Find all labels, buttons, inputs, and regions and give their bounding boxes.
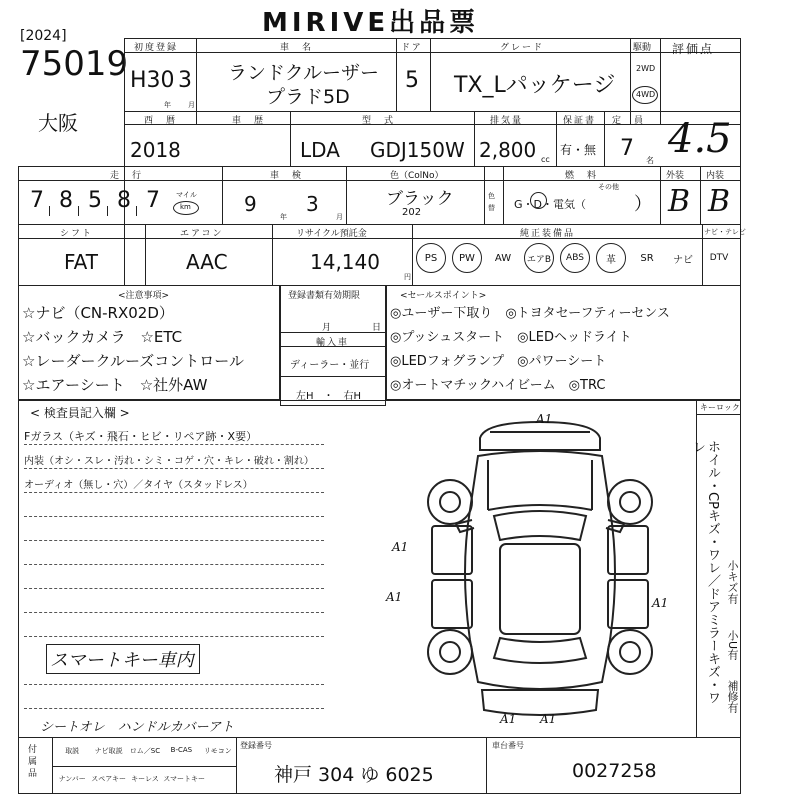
model-prefix: LDA: [300, 138, 340, 162]
sales-point-2: ◎プッシュスタート ◎LEDヘッドライト: [390, 330, 632, 345]
drive-4wd: 4WD: [636, 90, 656, 99]
capacity-value: 7: [620, 136, 634, 161]
hdr-chassis: 車台番号: [492, 741, 524, 750]
lot-number: 75019: [20, 44, 129, 84]
hdr-score: 評価点: [672, 42, 715, 56]
odometer-digit: 7: [30, 188, 44, 213]
inspection-year-unit: 年: [280, 213, 287, 221]
note-1: ☆ナビ（CN-RX02D）: [22, 304, 174, 322]
handle-side: 左H ・ 右H: [296, 391, 362, 402]
equipment-ナビ: ナビ: [673, 254, 693, 266]
mark-a1-rear1: A1: [500, 712, 517, 726]
car-diagram: [390, 420, 690, 730]
exterior-grade: B: [668, 184, 691, 219]
accessories-row-1: [54, 742, 236, 762]
mark-a1-right: A1: [652, 596, 669, 610]
accessory-item: リモコン: [203, 747, 232, 755]
sheet-title: MIRIVE出品票: [262, 8, 480, 38]
hdr-model-year: 車 歴: [232, 116, 266, 126]
hdr-exterior: 外装: [666, 171, 685, 181]
interior-grade: B: [708, 184, 731, 219]
hdr-notes: <注意事項>: [118, 291, 170, 301]
hdr-reg-deadline: 登録書類有効期限: [288, 291, 361, 301]
hdr-key-lock: キーロック: [700, 403, 740, 412]
accessory-item: キーレス: [131, 775, 159, 783]
accessory-item: ナンバー: [58, 775, 86, 783]
model-code: GDJ150W: [370, 138, 465, 162]
displacement-value: 2,800: [479, 138, 537, 162]
fuel-close: ）: [634, 194, 652, 215]
color-number: 202: [402, 207, 422, 218]
reg-era: H30: [130, 68, 175, 93]
mark-a1-front: A1: [536, 412, 553, 426]
recycle-unit: 円: [404, 273, 411, 281]
hdr-model-type: 型 式: [362, 116, 396, 126]
sales-point-1: ◎ユーザー下取り ◎トヨタセーフティーセンス: [390, 306, 670, 321]
color-side: 色替: [488, 192, 495, 212]
year-tag: [2024]: [20, 28, 67, 44]
year-unit: 年: [164, 101, 171, 109]
location: 大阪: [38, 111, 78, 135]
hdr-inspection: 車 検: [270, 171, 304, 181]
sales-point-4: ◎オートマチックハイビーム ◎TRC: [390, 378, 606, 393]
hdr-color: 色（ColNo）: [390, 171, 444, 181]
reg-day: 日: [372, 323, 382, 333]
import-dealer: ディーラー・並行: [290, 360, 370, 371]
right-sub-1: 小キズ有: [726, 560, 739, 604]
inspection-month: 3: [306, 192, 319, 216]
reg-month: 月: [322, 323, 332, 333]
odometer-digit: 8: [117, 188, 131, 213]
recycle-value: 14,140: [310, 250, 380, 274]
note-2: ☆バックカメラ ☆ETC: [22, 328, 183, 346]
fuel-other: その他: [598, 183, 619, 191]
hdr-aircon: エアコン: [180, 229, 224, 239]
mark-a1-rear2: A1: [540, 712, 557, 726]
month-unit: 月: [188, 101, 195, 109]
equipment-pw: PW: [452, 243, 482, 273]
accessory-item: 取説: [65, 747, 80, 755]
hdr-fuel: 燃 料: [565, 171, 599, 181]
plate-number: 神戸 304 ゆ 6025: [274, 764, 434, 786]
fuel-d-circle: [530, 192, 547, 209]
hdr-sales-points: <セールスポイント>: [400, 291, 487, 301]
drive-2wd: 2WD: [636, 64, 656, 73]
fuel-options: G・D・電気（: [514, 198, 586, 211]
inspection-month-unit: 月: [336, 213, 343, 221]
equipment-row: [416, 243, 740, 275]
equipment-dtv: DTV: [709, 253, 729, 263]
hdr-recycle: リサイクル預託金: [296, 229, 367, 239]
hdr-mileage: 走 行: [110, 171, 144, 181]
right-column-text: ホイル・CPキズ・ワレ／ドアミラーキズ・ワレ: [690, 440, 720, 704]
hdr-genuine: 純正装備品: [520, 229, 576, 239]
accessories-row-2: [54, 770, 236, 790]
chassis-number: 0027258: [572, 760, 657, 782]
equipment-abs: ABS: [560, 243, 590, 273]
score-value: 4.5: [668, 116, 732, 162]
hdr-import: 輸入車: [316, 338, 350, 348]
accessories-label: 付属品: [28, 745, 38, 779]
hdr-displacement: 排気量: [490, 116, 524, 126]
equipment-ps: PS: [416, 243, 446, 273]
accessory-item: ロム／SC: [129, 747, 161, 755]
shift-value: FAT: [64, 250, 99, 274]
odometer-unit-km: km: [180, 203, 191, 211]
door-count: 5: [405, 68, 419, 93]
inspection-year: 9: [244, 192, 257, 216]
smart-key-note: スマートキー車内: [50, 650, 194, 671]
hdr-navi-type: ナビ・テレビ: [704, 228, 746, 236]
odometer-digit: 5: [88, 188, 102, 213]
equipment-革: 革: [596, 243, 626, 273]
accessory-item: スマートキー: [163, 775, 206, 783]
inspector-line-2: 内装（オシ・スレ・汚れ・シミ・コゲ・穴・キレ・破れ・割れ）: [24, 456, 314, 467]
hdr-plate: 登録番号: [240, 741, 272, 750]
hdr-first-reg: 初度登録: [134, 43, 179, 53]
hdr-capacity: 定 員: [612, 116, 646, 126]
reg-month: 3: [178, 68, 192, 93]
cc-unit: cc: [541, 155, 550, 164]
equipment-sr: SR: [640, 252, 654, 264]
hdr-grade: グレード: [500, 43, 545, 53]
accessory-item: ナビ取説: [94, 747, 123, 755]
handwritten-bottom: シートオレ ハンドルカバーアト: [40, 720, 234, 735]
model-year-value: 2018: [130, 138, 181, 162]
mark-a1-left2: A1: [386, 590, 403, 604]
odometer-unit-mile: マイル: [176, 191, 197, 199]
color-name: ブラック: [386, 189, 454, 209]
accessory-item: B-CAS: [170, 746, 193, 754]
equipment-エアb: エアB: [524, 243, 554, 273]
warranty-value: 有・無: [560, 143, 597, 157]
grade-value: TX_Lパッケージ: [454, 73, 616, 98]
right-sub-3: 補修有: [726, 680, 739, 713]
odometer-digit: 8: [59, 188, 73, 213]
equipment-aw: AW: [494, 252, 512, 264]
hdr-car-name: 車 名: [280, 43, 314, 53]
accessory-item: スペアキー: [91, 775, 126, 783]
hdr-inspector: < 検査員記入欄 >: [30, 406, 130, 420]
hdr-shift: シフト: [60, 229, 94, 239]
hdr-drive: 駆動: [633, 43, 652, 53]
hdr-doors: ドア: [401, 43, 423, 53]
car-name-line2: プラド5D: [266, 86, 350, 108]
inspector-line-1: Fガラス（キズ・飛石・ヒビ・リペア跡・X要）: [24, 430, 258, 443]
car-name-line1: ランドクルーザー: [228, 62, 380, 84]
aircon-value: AAC: [186, 250, 228, 274]
odometer-digit: 7: [146, 188, 160, 213]
sales-point-3: ◎LEDフォグランプ ◎パワーシート: [390, 354, 607, 369]
hdr-warranty: 保証書: [563, 116, 597, 126]
capacity-unit: 名: [646, 156, 654, 165]
note-4: ☆エアーシート ☆社外AW: [22, 376, 208, 394]
inspector-line-3: オーディオ（無し・穴）／タイヤ（スタッドレス）: [24, 480, 253, 491]
hdr-interior: 内装: [706, 171, 725, 181]
right-sub-2: 小U有: [726, 630, 739, 661]
mark-a1-left1: A1: [392, 540, 409, 554]
hdr-western-year: 西 暦: [144, 116, 178, 126]
note-3: ☆レーダークルーズコントロール: [22, 352, 244, 370]
